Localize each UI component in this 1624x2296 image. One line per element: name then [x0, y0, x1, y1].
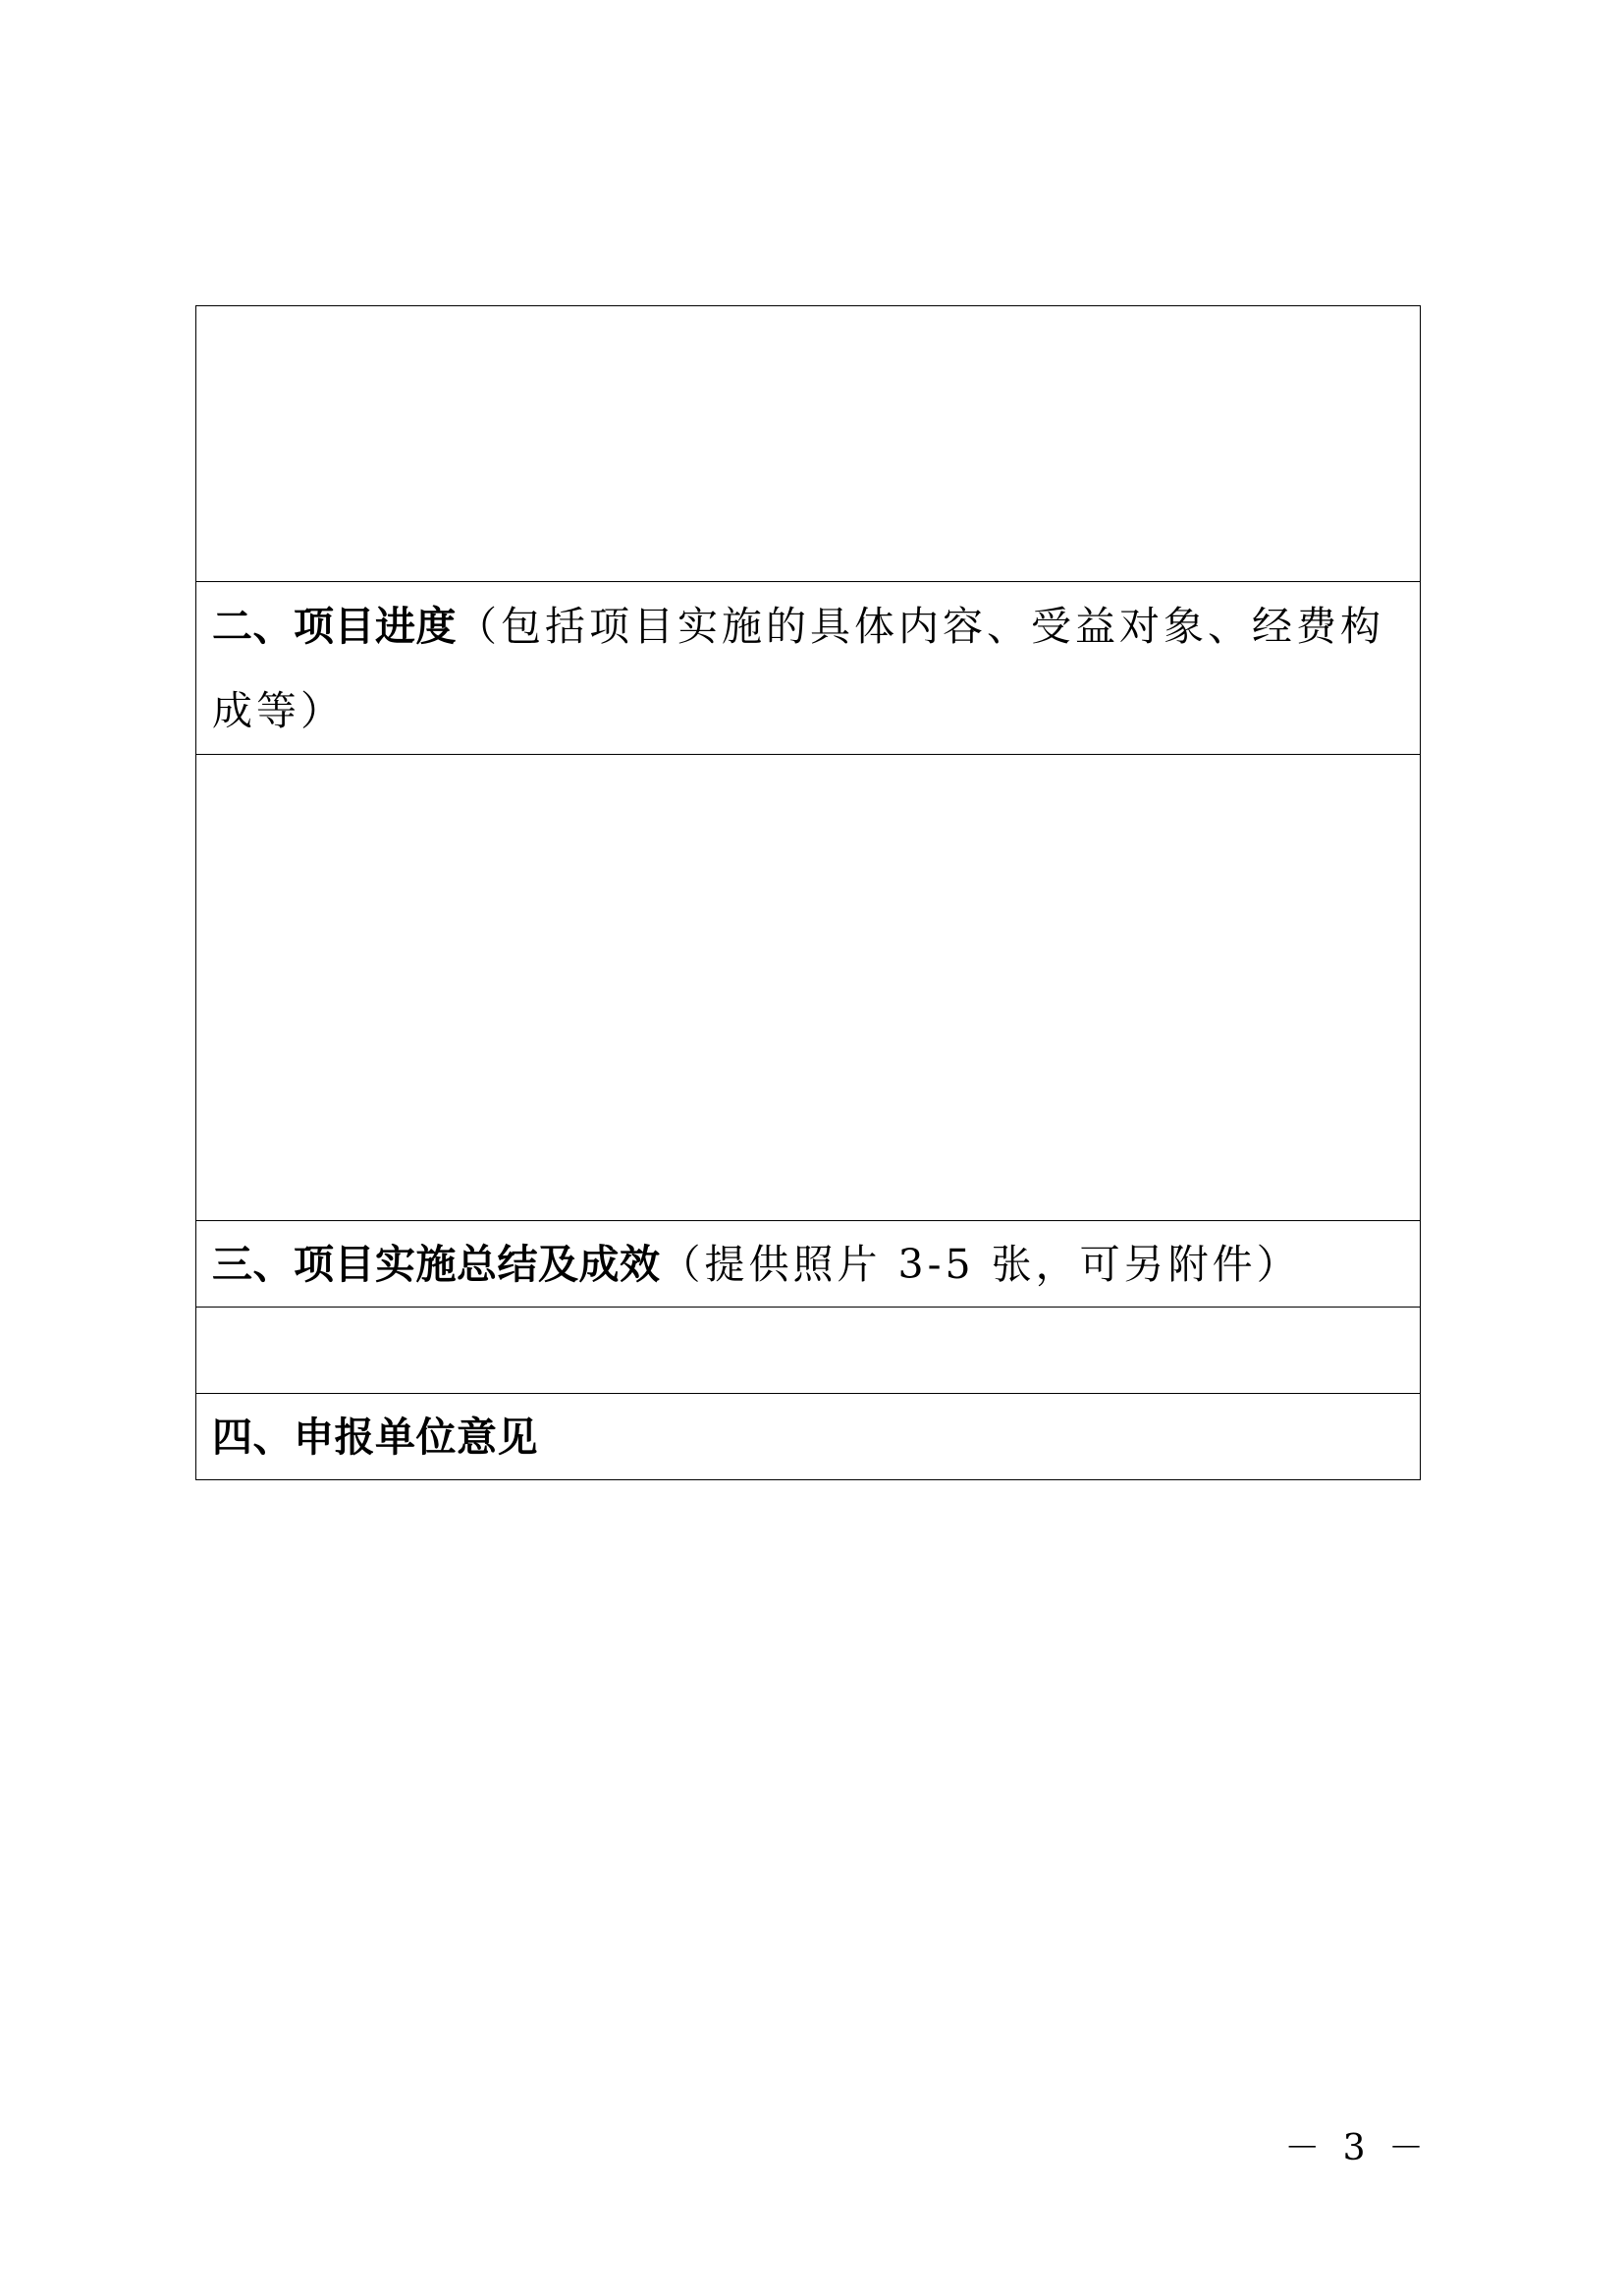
application-form-table: [195, 305, 1421, 1480]
section3-heading-cell: [196, 1221, 1421, 1308]
section2-heading-cell: [196, 582, 1421, 755]
section2-content-cell[interactable]: [196, 755, 1421, 1221]
section3-note: （提供照片 3-5 张，可另附件）: [660, 1240, 1301, 1288]
section2-note: （包括项目实施的具体内容、受益对象、经费构成等）: [212, 602, 1384, 734]
table-row: [196, 1221, 1421, 1308]
section2-heading-text: [196, 584, 1420, 753]
table-row: [196, 1394, 1421, 1480]
previous-section-content-cell[interactable]: [196, 306, 1421, 582]
page-number: － 3 －: [1284, 2128, 1430, 2168]
table-row: [196, 1308, 1421, 1394]
section4-heading-text: [196, 1395, 1420, 1479]
table-row: [196, 755, 1421, 1221]
table-row: [196, 582, 1421, 755]
table-row: [196, 306, 1421, 582]
section3-heading: 三、项目实施总结及成效: [212, 1240, 661, 1288]
section2-heading: 二、项目进度: [212, 602, 457, 650]
section3-content-cell[interactable]: [196, 1308, 1421, 1394]
section3-heading-text: [196, 1222, 1420, 1307]
section4-heading: 四、申报单位意见: [212, 1413, 538, 1461]
section4-heading-cell: [196, 1394, 1421, 1480]
